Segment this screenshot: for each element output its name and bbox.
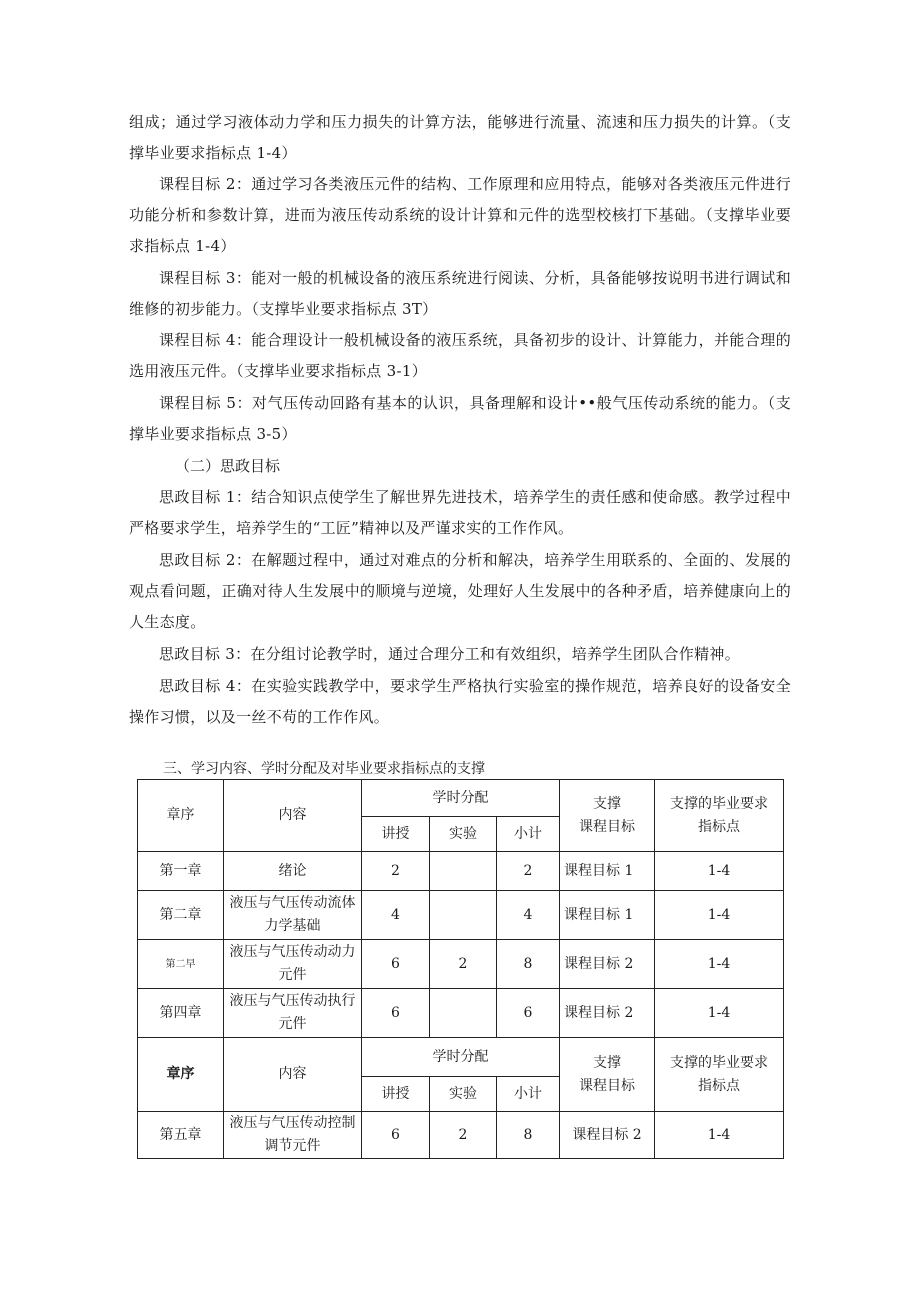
cell-subtotal: 2 bbox=[497, 852, 560, 891]
cell-indicator: 1-4 bbox=[655, 891, 784, 940]
header-lecture: 讲授 bbox=[362, 817, 430, 852]
cell-lab bbox=[430, 852, 497, 891]
cell-content: 液压与气压传动流体力学基础 bbox=[224, 891, 362, 940]
cell-goal: 课程目标 2 bbox=[560, 1112, 655, 1159]
cell-lecture: 6 bbox=[362, 940, 430, 989]
cell-lecture: 6 bbox=[362, 1112, 430, 1159]
cell-lab bbox=[430, 891, 497, 940]
cell-lecture: 6 bbox=[362, 989, 430, 1038]
schedule-table bbox=[137, 779, 784, 1159]
header-chapter: 章序 bbox=[138, 780, 224, 852]
header-indicator: 支撑的毕业要求 指标点 bbox=[655, 1038, 784, 1112]
cell-goal: 课程目标 2 bbox=[560, 989, 655, 1038]
cell-chapter: 第四章 bbox=[138, 989, 224, 1038]
cell-lab: 2 bbox=[430, 1112, 497, 1159]
cell-chapter: 第二章 bbox=[138, 891, 224, 940]
goal-paragraph-4: 课程目标 4：能合理设计一般机械设备的液压系统，具备初步的设计、计算能力，并能合理的选用液压元件。（支撑毕业要求指标点 3-1） bbox=[129, 331, 791, 380]
header-goal: 支撑 课程目标 bbox=[560, 1038, 655, 1112]
header-goal: 支撑 课程目标 bbox=[560, 780, 655, 852]
cell-content: 液压与气压传动动力元件 bbox=[224, 940, 362, 989]
header-subtotal: 小计 bbox=[497, 1077, 560, 1112]
sizheng-paragraph-4: 思政目标 4：在实验实践教学中，要求学生严格执行实验室的操作规范，培养良好的设备安全操作习惯，以及一丝不苟的工作作风。 bbox=[129, 677, 791, 726]
cell-lecture: 2 bbox=[362, 852, 430, 891]
header-lecture: 讲授 bbox=[362, 1077, 430, 1112]
goal-paragraph-5: 课程目标 5：对气压传动回路有基本的认识，具备理解和设计••般气压传动系统的能力。（支撑毕业要求指标点 3-5） bbox=[129, 394, 791, 443]
cell-indicator: 1-4 bbox=[655, 989, 784, 1038]
cell-lab bbox=[430, 989, 497, 1038]
table-repeat-header-row bbox=[138, 1038, 784, 1077]
cell-goal: 课程目标 1 bbox=[560, 891, 655, 940]
goal-paragraph-2: 课程目标 2：通过学习各类液压元件的结构、工作原理和应用特点，能够对各类液压元件进行功能分析和参数计算，进而为液压传动系统的设计计算和元件的选型校核打下基础。（支撑毕业要求指标点 1-4） bbox=[129, 175, 791, 255]
header-lab: 实验 bbox=[430, 1077, 497, 1112]
sizheng-paragraph-2: 思政目标 2：在解题过程中，通过对难点的分析和解决，培养学生用联系的、全面的、发展的观点看问题，正确对待人生发展中的顺境与逆境，处理好人生发展中的各种矛盾，培养健康向上的人生态度。 bbox=[129, 551, 791, 631]
cell-indicator: 1-4 bbox=[655, 852, 784, 891]
cell-subtotal: 4 bbox=[497, 891, 560, 940]
header-indicator: 支撑的毕业要求 指标点 bbox=[655, 780, 784, 852]
sizheng-paragraph-3: 思政目标 3：在分组讨论教学时，通过合理分工和有效组织，培养学生团队合作精神。 bbox=[159, 645, 741, 663]
table-header-row bbox=[138, 780, 784, 817]
cell-indicator: 1-4 bbox=[655, 1112, 784, 1159]
cell-indicator: 1-4 bbox=[655, 940, 784, 989]
header-hours: 学时分配 bbox=[362, 780, 560, 817]
cell-content: 绪论 bbox=[224, 852, 362, 891]
header-chapter: 章序 bbox=[138, 1038, 224, 1112]
table-row bbox=[138, 940, 784, 989]
header-subtotal: 小计 bbox=[497, 817, 560, 852]
cell-goal: 课程目标 1 bbox=[560, 852, 655, 891]
table-row bbox=[138, 1112, 784, 1159]
header-content: 内容 bbox=[224, 1038, 362, 1112]
cell-chapter: 第二早 bbox=[138, 940, 224, 989]
header-lab: 实验 bbox=[430, 817, 497, 852]
cell-lecture: 4 bbox=[362, 891, 430, 940]
cell-chapter: 第一章 bbox=[138, 852, 224, 891]
header-content: 内容 bbox=[224, 780, 362, 852]
cell-subtotal: 8 bbox=[497, 940, 560, 989]
cell-goal: 课程目标 2 bbox=[560, 940, 655, 989]
goal-paragraph-1: 组成；通过学习液体动力学和压力损失的计算方法，能够进行流量、流速和压力损失的计算。（支撑毕业要求指标点 1-4） bbox=[129, 113, 791, 162]
table-title: 三、学习内容、学时分配及对毕业要求指标点的支撑 bbox=[163, 761, 485, 777]
table-row bbox=[138, 989, 784, 1038]
cell-subtotal: 6 bbox=[497, 989, 560, 1038]
cell-subtotal: 8 bbox=[497, 1112, 560, 1159]
header-hours: 学时分配 bbox=[362, 1038, 560, 1077]
cell-content: 液压与气压传动执行元件 bbox=[224, 989, 362, 1038]
table-row bbox=[138, 891, 784, 940]
cell-chapter: 第五章 bbox=[138, 1112, 224, 1159]
cell-content: 液压与气压传动控制调节元件 bbox=[224, 1112, 362, 1159]
sizheng-heading: （二）思政目标 bbox=[175, 457, 281, 475]
goal-paragraph-3: 课程目标 3：能对一般的机械设备的液压系统进行阅读、分析，具备能够按说明书进行调试和维修的初步能力。（支撑毕业要求指标点 3T） bbox=[129, 269, 791, 318]
cell-lab: 2 bbox=[430, 940, 497, 989]
table-row bbox=[138, 852, 784, 891]
sizheng-paragraph-1: 思政目标 1：结合知识点使学生了解世界先进技术，培养学生的责任感和使命感。教学过程中严格要求学生，培养学生的“工匠”精神以及严谨求实的工作作风。 bbox=[129, 488, 791, 537]
